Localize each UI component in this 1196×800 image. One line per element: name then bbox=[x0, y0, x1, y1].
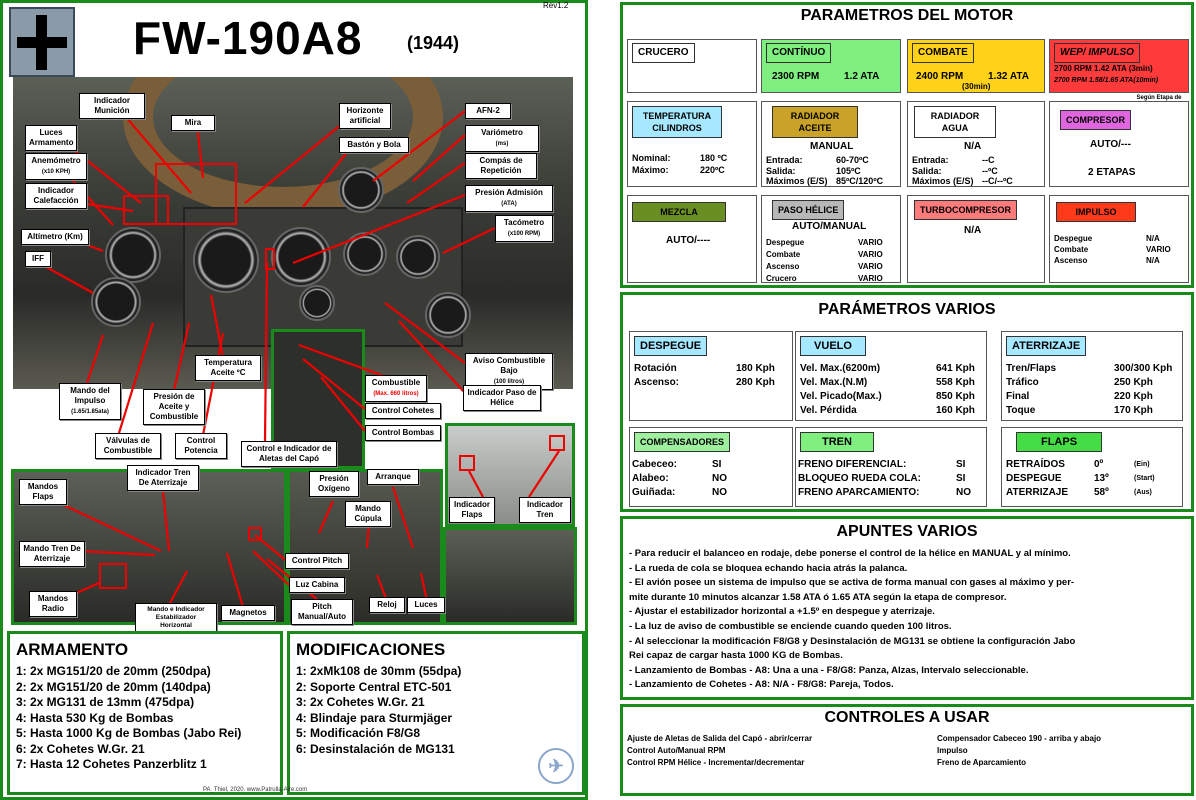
param-row-label: FRENO DIFERENCIAL: bbox=[798, 459, 907, 470]
param-row-value: 0º bbox=[1094, 459, 1104, 470]
param-row-label: Ascenso bbox=[1054, 256, 1088, 265]
param-row-label: Final bbox=[1006, 391, 1030, 402]
compensadores-card: COMPENSADORES Cabeceo: SI Alabeo: NO Guiñada: NO bbox=[629, 427, 793, 507]
param-row-label: ATERRIZAJE bbox=[1006, 487, 1069, 498]
param-row-value: NO bbox=[712, 473, 727, 484]
aterrizaje-card: ATERRIZAJE Tren/Flaps 300/300 Kph Tráfico 250 Kph Final 220 Kph Toque 170 Kph bbox=[1001, 331, 1183, 421]
param-row-value: 641 Kph bbox=[936, 363, 975, 374]
apunte-item: Rei capaz de cargar hasta 1000 KG de Bombas. bbox=[629, 650, 843, 662]
param-row-value: VARIO bbox=[858, 274, 883, 283]
apunte-item: - La rueda de cola se bloquea echando hacia atrás la palanca. bbox=[629, 562, 908, 574]
label-combustible: Combustible (Max. 660 litros) bbox=[365, 375, 427, 402]
param-row-extra: (Aus) bbox=[1134, 489, 1152, 496]
control-item: Control RPM Hélice - Incrementar/decrementar bbox=[627, 758, 805, 767]
param-row-value: SI bbox=[956, 459, 966, 470]
footer-credit: PA_Thiel, 2020. www.Patrulla-Aire.com bbox=[203, 787, 308, 793]
param-row-value: 58º bbox=[1094, 487, 1109, 498]
label-horizonte: Horizonte artificial bbox=[339, 103, 391, 129]
label-presion-admision: Presión Admisión (ATA) bbox=[465, 185, 553, 212]
apunte-item: mite durante 10 minutos alcanzar 1.58 ATA ó 1.65 ATA según la etapa de compresor. bbox=[629, 591, 1007, 603]
param-row-value: 160 Kph bbox=[936, 405, 975, 416]
param-row-value: 300/300 Kph bbox=[1114, 363, 1173, 374]
label-mando-impulso: Mando del Impulso (1.65/1.85ata) bbox=[59, 383, 121, 420]
label-temperatura-aceite: Temperatura Aceite ºC bbox=[195, 355, 261, 381]
turbo-card: TURBOCOMPRESOR N/A bbox=[907, 195, 1045, 283]
label-indicador-flaps: Indicador Flaps bbox=[449, 497, 495, 523]
vuelo-card: VUELO Vel. Max.(6200m) 641 Kph Vel. Max.(N.M) 558 Kph Vel. Picado(Max.) 850 Kph Vel. Pérdida 160 Kph bbox=[795, 331, 987, 421]
param-row-label: Ascenso: bbox=[634, 377, 680, 388]
param-row-label: Crucero bbox=[766, 274, 797, 283]
param-row-value: VARIO bbox=[858, 250, 883, 259]
label-baston: Bastón y Bola bbox=[339, 137, 409, 153]
label-tacometro: Tacómetro (x100 RPM) bbox=[495, 215, 553, 242]
motor-section bbox=[620, 2, 1194, 288]
param-row-value: 170 Kph bbox=[1114, 405, 1153, 416]
param-row-value: 250 Kph bbox=[1114, 377, 1153, 388]
label-altimetro: Altímetro (Km) bbox=[21, 229, 89, 245]
control-item: Impulso bbox=[937, 746, 968, 755]
param-row-value: N/A bbox=[1146, 256, 1160, 265]
label-mira: Mira bbox=[171, 115, 215, 131]
impulso-card: IMPULSO Despegue N/A Combate VARIO Ascenso N/A bbox=[1049, 195, 1189, 283]
control-item: Freno de Aparcamiento bbox=[937, 758, 1027, 767]
crucero-card: CRUCERO bbox=[627, 39, 757, 93]
revision: Rev1.2 bbox=[543, 1, 569, 10]
param-row-value: 280 Kph bbox=[736, 377, 775, 388]
param-row-label: Combate bbox=[766, 250, 801, 259]
label-luces-armamento: Luces Armamento bbox=[25, 125, 77, 151]
param-row-label: Guiñada: bbox=[632, 487, 676, 498]
left-page bbox=[0, 0, 588, 800]
param-row-value: 180 Kph bbox=[736, 363, 775, 374]
param-row-label: Alabeo: bbox=[632, 473, 669, 484]
modificaciones-title: MODIFICACIONES bbox=[296, 640, 446, 659]
control-item: Ajuste de Aletas de Salida del Capó - abrir/cerrar bbox=[627, 734, 813, 743]
modificacion-item: 3: 2x Cohetes W.Gr. 21 bbox=[296, 695, 425, 709]
apuntes-section bbox=[620, 516, 1194, 700]
control-item: Control Auto/Manual RPM bbox=[627, 746, 726, 755]
param-row-label: Rotación bbox=[634, 363, 677, 374]
param-row-label: Vel. Pérdida bbox=[800, 405, 857, 416]
varios-section bbox=[620, 292, 1194, 512]
label-indicador-calefaccion: Indicador Calefacción bbox=[25, 183, 87, 209]
param-row-label: Cabeceo: bbox=[632, 459, 678, 470]
label-compas: Compás de Repetición bbox=[465, 153, 537, 179]
armamento-item: 2: 2x MG151/20 de 20mm (140dpa) bbox=[16, 679, 211, 694]
right-console-photo-2 bbox=[443, 527, 577, 625]
label-valvulas: Válvulas de Combustible bbox=[95, 433, 161, 459]
param-row-value: 850 Kph bbox=[936, 391, 975, 402]
param-row-value: VARIO bbox=[858, 262, 883, 271]
label-mando-cupula: Mando Cúpula bbox=[345, 501, 391, 527]
label-luces: Luces bbox=[407, 597, 445, 613]
param-row-label: RETRAÍDOS bbox=[1006, 459, 1065, 470]
right-page bbox=[618, 0, 1196, 800]
modificacion-item: 6: Desinstalación de MG131 bbox=[296, 741, 455, 756]
param-row-value: VARIO bbox=[1146, 245, 1171, 254]
param-row-label: DESPEGUE bbox=[1006, 473, 1062, 484]
param-row-value: NO bbox=[956, 487, 971, 498]
armamento-item: 3: 2x MG131 de 13mm (475dpa) bbox=[16, 695, 195, 709]
varios-title: PARÁMETROS VARIOS bbox=[818, 301, 996, 318]
aircraft-year: (1944) bbox=[407, 33, 460, 53]
rad-aceite-card: RADIADOR ACEITE MANUAL Entrada: 60-70ºC Salida: 105ºC Máximos (E/S) 85ºC/120ºC bbox=[761, 101, 901, 187]
param-row-label: Despegue bbox=[766, 238, 805, 247]
label-control-bombas: Control Bombas bbox=[365, 425, 441, 441]
wep-note: Según Etapa de bbox=[1136, 95, 1182, 101]
armamento-item: 6: 2x Cohetes W.Gr. 21 bbox=[16, 741, 145, 756]
controles-title: CONTROLES A USAR bbox=[824, 709, 990, 726]
label-variometro: Variómetro (ms) bbox=[465, 125, 539, 152]
apuntes-title: APUNTES VARIOS bbox=[836, 523, 978, 540]
label-luz-cabina: Luz Cabina bbox=[289, 577, 345, 593]
apunte-item: - Ajustar el estabilizador horizontal a +1.5º en despegue y aterrizaje. bbox=[629, 606, 935, 618]
param-row-label: Tráfico bbox=[1006, 377, 1039, 388]
param-row-value: N/A bbox=[1146, 234, 1160, 243]
patrulla-aire-logo-icon: ✈ bbox=[538, 748, 574, 784]
label-aviso-combustible: Aviso Combustible Bajo (100 litros) bbox=[465, 353, 553, 390]
rad-agua-card: RADIADOR AGUA N/A Entrada: --C Salida: --ºC Máximos (E/S) --C/--ºC bbox=[907, 101, 1045, 187]
continuo-card: CONTÍNUO 2300 RPM 1.2 ATA bbox=[761, 39, 901, 93]
label-control-cohetes: Control Cohetes bbox=[365, 403, 441, 419]
modificaciones-box bbox=[287, 631, 585, 795]
label-afn2: AFN-2 bbox=[465, 103, 511, 119]
compresor-card: COMPRESOR AUTO/--- 2 ETAPAS bbox=[1049, 101, 1189, 187]
label-control-aletas: Control e Indicador de Aletas del Capó bbox=[241, 441, 337, 467]
wep-card: WEP/ IMPULSO 2700 RPM 1.42 ATA (3min) 2700 RPM 1.58/1.65 ATA(10min) bbox=[1049, 39, 1189, 93]
label-reloj: Reloj bbox=[369, 597, 405, 613]
label-indicador-tren: Indicador Tren bbox=[519, 497, 571, 523]
param-row-label: Ascenso bbox=[766, 262, 800, 271]
combate-card: COMBATE 2400 RPM 1.32 ATA (30min) bbox=[907, 39, 1045, 93]
param-row-extra: (Start) bbox=[1134, 475, 1155, 482]
param-row-label: Vel. Max.(6200m) bbox=[800, 363, 881, 374]
param-row-label: Vel. Picado(Max.) bbox=[800, 391, 882, 402]
modificacion-item: 1: 2xMk108 de 30mm (55dpa) bbox=[296, 664, 462, 678]
modificacion-item: 4: Blindaje para Sturmjäger bbox=[296, 710, 453, 725]
param-row-label: FRENO APARCAMIENTO: bbox=[798, 487, 920, 498]
motor-title: PARAMETROS DEL MOTOR bbox=[800, 7, 1014, 24]
label-control-pitch: Control Pitch bbox=[285, 553, 349, 569]
tren-card: TREN FRENO DIFERENCIAL: SI BLOQUEO RUEDA COLA: SI FRENO APARCAMIENTO: NO bbox=[795, 427, 987, 507]
apunte-item: - Para reducir el balanceo en rodaje, debe ponerse el control de la hélice en MANUAL y al mínimo. bbox=[629, 548, 1071, 559]
label-arranque: Arranque bbox=[367, 469, 419, 485]
label-presion-aceite: Presión de Aceite y Combustible bbox=[143, 389, 205, 425]
label-presion-oxigeno: Presión Oxígeno bbox=[309, 471, 359, 497]
label-indicador-paso: Indicador Paso de Hélice bbox=[463, 385, 541, 411]
balkenkreuz-icon bbox=[9, 7, 75, 77]
param-row-value: 13º bbox=[1094, 473, 1109, 484]
paso-card: PASO HÉLICE AUTO/MANUAL Despegue VARIO Combate VARIO Ascenso VARIO Crucero VARIO bbox=[761, 195, 901, 283]
apunte-item: - Al seleccionar la modificación F8/G8 y Desinstalación de MG131 se obtiene la configuración Jabo bbox=[629, 635, 1076, 647]
armamento-item: 4: Hasta 530 Kg de Bombas bbox=[16, 710, 174, 725]
param-row-label: Toque bbox=[1006, 405, 1036, 416]
label-mando-estabilizador: Mando e Indicador Estabilizador Horizontal bbox=[135, 603, 217, 633]
label-indicador-municion: Indicador Munición bbox=[79, 93, 145, 119]
param-row-label: BLOQUEO RUEDA COLA: bbox=[798, 473, 921, 484]
despegue-card: DESPEGUE Rotación 180 Kph Ascenso: 280 Kph bbox=[629, 331, 793, 421]
param-row-value: SI bbox=[712, 459, 722, 470]
label-mando-tren: Mando Tren De Aterrizaje bbox=[19, 541, 85, 567]
param-row-value: 220 Kph bbox=[1114, 391, 1153, 402]
controles-section bbox=[620, 704, 1194, 796]
temp-cil-card: TEMPERATURA CILINDROS Nominal: 180 ºC Máximo: 220ºC bbox=[627, 101, 757, 187]
apunte-item: - La luz de aviso de combustible se enciende cuando queden 100 litros. bbox=[629, 620, 952, 632]
apunte-item: - El avión posee un sistema de impulso que se activa de forma manual con gases al máximo y per- bbox=[629, 577, 1075, 589]
label-mandos-radio: Mandos Radio bbox=[29, 591, 77, 617]
modificacion-item: 2: Soporte Central ETC-501 bbox=[296, 679, 452, 694]
armamento-item: 7: Hasta 12 Cohetes Panzerblitz 1 bbox=[16, 757, 207, 771]
label-mandos-flaps: Mandos Flaps bbox=[19, 479, 67, 505]
label-anemometro: Anemómetro (x10 KPH) bbox=[25, 153, 87, 180]
apunte-item: - Lanzamiento de Cohetes - A8: N/A - F8/G8: Pareja, Todos. bbox=[629, 679, 894, 691]
param-row-value: SI bbox=[956, 473, 966, 484]
control-item: Compensador Cabeceo 190 - arriba y abajo bbox=[937, 734, 1102, 743]
param-row-label: Vel. Max.(N.M) bbox=[800, 377, 868, 388]
mezcla-card: MEZCLA AUTO/---- bbox=[627, 195, 757, 283]
param-row-extra: (Ein) bbox=[1134, 461, 1150, 468]
param-row-label: Tren/Flaps bbox=[1006, 363, 1057, 374]
label-control-potencia: Control Potencia bbox=[175, 433, 227, 459]
param-row-value: NO bbox=[712, 487, 727, 498]
param-row-label: Despegue bbox=[1054, 234, 1093, 243]
armamento-item: 5: Hasta 1000 Kg de Bombas (Jabo Rei) bbox=[16, 726, 242, 740]
param-row-label: Combate bbox=[1054, 245, 1089, 254]
param-row-value: 558 Kph bbox=[936, 377, 975, 388]
flaps-card: FLAPS RETRAÍDOS 0º (Ein) DESPEGUE 13º (Start) ATERRIZAJE 58º (Aus) bbox=[1001, 427, 1183, 507]
armamento-box bbox=[7, 631, 283, 795]
armamento-item: 1: 2x MG151/20 de 20mm (250dpa) bbox=[16, 664, 211, 678]
param-row-value: VARIO bbox=[858, 238, 883, 247]
label-magnetos: Magnetos bbox=[221, 605, 275, 621]
label-iff: IFF bbox=[25, 251, 51, 267]
modificacion-item: 5: Modificación F8/G8 bbox=[296, 726, 421, 740]
armamento-title: ARMAMENTO bbox=[16, 640, 129, 659]
label-pitch-manual: Pitch Manual/Auto bbox=[291, 599, 353, 625]
label-indicador-tren-aterrizaje: Indicador Tren De Aterrizaje bbox=[127, 465, 199, 491]
aircraft-title: FW-190A8 bbox=[133, 12, 363, 64]
apunte-item: - Lanzamiento de Bombas - A8: Una a una - F8/G8: Panza, Alzas, Intervalo seleccionable. bbox=[629, 664, 1029, 676]
